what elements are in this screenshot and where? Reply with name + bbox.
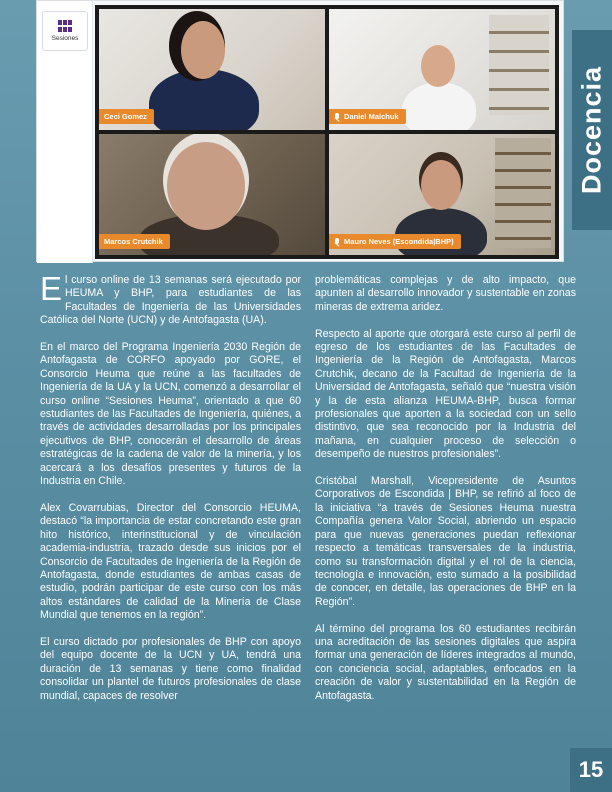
paragraph-intro: El curso online de 13 semanas será ejecutado por HEUMA y BHP, para estudiantes de las Facultades de Ingeniería de las Universidades Católica del Norte (UCN) y de Antofagasta (UA).	[40, 270, 301, 327]
participant-name: Mauro Neves (Escondida|BHP)	[344, 237, 454, 246]
mic-muted-icon	[334, 113, 340, 121]
video-grid	[95, 5, 559, 259]
participant-name-tag	[99, 109, 154, 124]
paragraph: En el marco del Programa Ingeniería 2030 Región de Antofagasta de CORFO apoyado por GORE, el Consorcio Heuma que reúne a las facultades de Ingeniería de la UA y la UCN, comenzó a desarrollar el curso online “Sesiones Heuma”, orientado a que 60 estudiantes de las Facultades de Ingeniería, quiénes, a través de actividades desarrolladas por los principales ejecutivos de BHP, conocerán el desarrollo de áreas estratégicas de la cadena de valor de la minería, y los acercará a los desafíos presentes y futuros de la Industria en Chile.	[40, 341, 301, 488]
video-call-screenshot	[36, 0, 564, 262]
participant-head	[421, 160, 461, 210]
paragraph: El curso dictado por profesionales de BHP con apoyo del equipo docente de la UCN y UA, tendrá una duración de 13 semanas y tiene como finalidad consolidar un plantel de futuros profesionales de clase mundial, capaces de resolver	[40, 635, 301, 702]
participant-head	[181, 21, 225, 79]
bookshelf	[495, 138, 551, 248]
article-left-column	[40, 270, 301, 754]
paragraph: problemáticas complejas y de alto impacto, que apunten al desarrollo innovador y sustentable en zonas mineras de extrema aridez.	[315, 274, 576, 313]
video-tile-daniel-malchuk[interactable]	[329, 9, 555, 130]
sessions-grid-icon	[58, 20, 72, 32]
article-body	[40, 270, 576, 754]
participant-head	[167, 142, 245, 230]
participant-silhouette	[401, 81, 477, 130]
participant-name-tag	[329, 109, 406, 124]
mic-muted-icon	[334, 238, 340, 246]
paragraph: Cristóbal Marshall, Vicepresidente de Asuntos Corporativos de Escondida | BHP, se refirió al foco de la iniciativa “a través de Sesiones Heuma nuestra Compañía genera Valor Social, abriendo un espacio para que nuevas generaciones puedan reflexionar respecto a temáticas transversales de la industria, como su transformación digital y el rol de la ciencia, tecnología e innovación, esto sumado a la posibilidad de conocer, en detalle, las operaciones de BHP en la Región”.	[315, 475, 576, 608]
side-panel	[37, 1, 93, 263]
sessions-button-label: Sesiones	[51, 35, 79, 42]
participant-name: Daniel Malchuk	[344, 112, 399, 121]
paragraph: Alex Covarrubias, Director del Consorcio HEUMA, destacó “la importancia de estar concretando este gran hito histórico, interinstitucional y de vinculación academia-industria, trazado desde sus inicios por el Consorcio de Facultades de Ingeniería de la Región de Antofagasta, donde estudiantes de ambas casas de estudio, podrán participar de este curso con los más altos estándares de calidad de la Minería de Clase Mundial que tenemos en la región”.	[40, 501, 301, 622]
participant-name-tag	[99, 234, 170, 249]
dropcap: E	[40, 270, 63, 307]
participant-name-tag	[329, 234, 461, 249]
sessions-button[interactable]	[42, 11, 88, 51]
section-label: Docencia	[576, 65, 607, 195]
video-tile-marcos-crutchik[interactable]	[99, 134, 325, 255]
video-tile-mauro-neves[interactable]	[329, 134, 555, 255]
paragraph: Respecto al aporte que otorgará este curso al perfil de egreso de los estudiantes de las Facultades de Ingeniería de la Región de Antofagasta, Marcos Crutchik, decano de la Facultad de Ingeniería de la Universidad de Antofagasta, señaló que “nuestra visión y la de esta alianza HEUMA-BHP, busca formar profesionales que aporten a la sociedad con un sello distintivo, que sea reconocido por la Industria del mañana, en cualquier proceso de selección o desempeño de nuestros profesionales”.	[315, 327, 576, 461]
page-number: 15	[570, 748, 612, 792]
video-tile-ceci-gomez[interactable]	[99, 9, 325, 130]
participant-head	[421, 45, 455, 87]
paragraph: Al término del programa los 60 estudiantes recibirán una acreditación de las sesiones digitales que aspira formar una generación de líderes integrados al mundo, con conciencia social, adaptables, enfocados en la creación de valor y sustentabilidad en la Región de Antofagasta.	[315, 622, 576, 702]
participant-name: Ceci Gomez	[104, 112, 147, 121]
participant-name: Marcos Crutchik	[104, 237, 163, 246]
bookshelf	[489, 15, 549, 115]
article-right-column	[315, 274, 576, 754]
